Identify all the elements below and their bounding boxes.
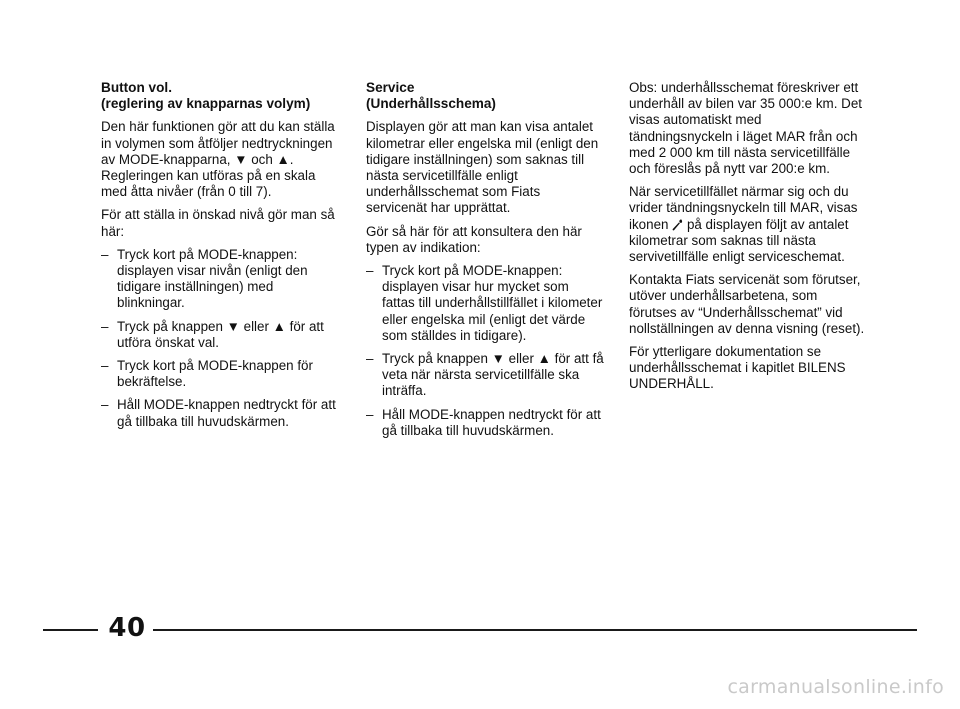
list-item: – Tryck kort på MODE-knappen: displayen visar hur mycket som fattas till underhållstillfället i kilometer eller engelska mil (enligt det värde som ställdes in tidigare). [366,263,604,344]
section-heading-service [366,80,604,112]
footer-rule-left [43,629,98,631]
paragraph-text: När servicetillfället närmar sig och du vrider tändningsnyckeln till MAR, visas ikonen [629,184,858,232]
paragraph: Displayen gör att man kan visa antalet kilometrar eller engelska mil (enligt den tidigare inställningen) som saknas till nästa servicetillfälle enligt underhållsschemat som Fiats servicenät har upprättat. [366,119,599,216]
heading-line-2: (reglering av knapparnas volym) [101,96,311,112]
heading-line-2: (Underhållsschema) [366,96,496,112]
paragraph-text: på displayen följt av antalet kilometrar som saknas till nästa servivetillfälle enligt serviceschemat. [629,216,849,265]
step-list [101,247,339,430]
list-item: – Håll MODE-knappen nedtryckt för att gå tillbaka till huvudskärmen. [101,397,339,429]
wrench-icon [672,218,683,231]
paragraph-with-icon [629,184,867,265]
list-item: – Tryck kort på MODE-knappen: displayen visar nivån (enligt den tidigare inställningen) med blinkningar. [101,247,339,312]
paragraph: För ytterligare dokumentation se underhållsschemat i kapitlet BILENS UNDERHÅLL. [629,344,846,392]
heading-line-1: Button vol. [101,80,172,95]
footer-rule-right [153,629,917,631]
column-service-notes [629,80,867,400]
column-service [366,80,604,446]
column-button-vol [101,80,339,437]
page-number: 40 [108,613,146,643]
list-item: – Håll MODE-knappen nedtryckt för att gå tillbaka till huvudskärmen. [366,407,604,439]
list-item: – Tryck på knappen ▼ eller ▲ för att få veta när närsta servicetillfälle ska inträffa. [366,351,604,400]
heading-line-1: Service [366,80,415,95]
list-item: – Tryck på knappen ▼ eller ▲ för att utföra önskat val. [101,319,339,351]
paragraph: Gör så här för att konsultera den här typen av indikation: [366,223,582,255]
watermark: carmanualsonline.info [727,676,944,698]
paragraph: Obs: underhållsschemat föreskriver ett underhåll av bilen var 35 000:e km. Det visas automatiskt med tändningsnyckeln i läget MAR från och med 2 000 km till nästa servicetillfälle och föreslås på nytt var 200:e km. [629,80,862,177]
step-list [366,263,604,439]
paragraph: Den här funktionen gör att du kan ställa in volymen som åtföljer nedtryckningen av MODE-knapparna, ▼ och ▲. Regleringen kan utföras på en skala med åtta nivåer (från 0 till 7). [101,119,335,200]
paragraph: För att ställa in önskad nivå gör man så här: [101,207,335,239]
paragraph: Kontakta Fiats servicenät som förutser, utöver underhållsarbetena, som förutses av “Underhållsschemat” vid nollställningen av denna visning (reset). [629,272,865,336]
section-heading-button-vol [101,80,339,112]
list-item: – Tryck kort på MODE-knappen för bekräftelse. [101,358,339,390]
